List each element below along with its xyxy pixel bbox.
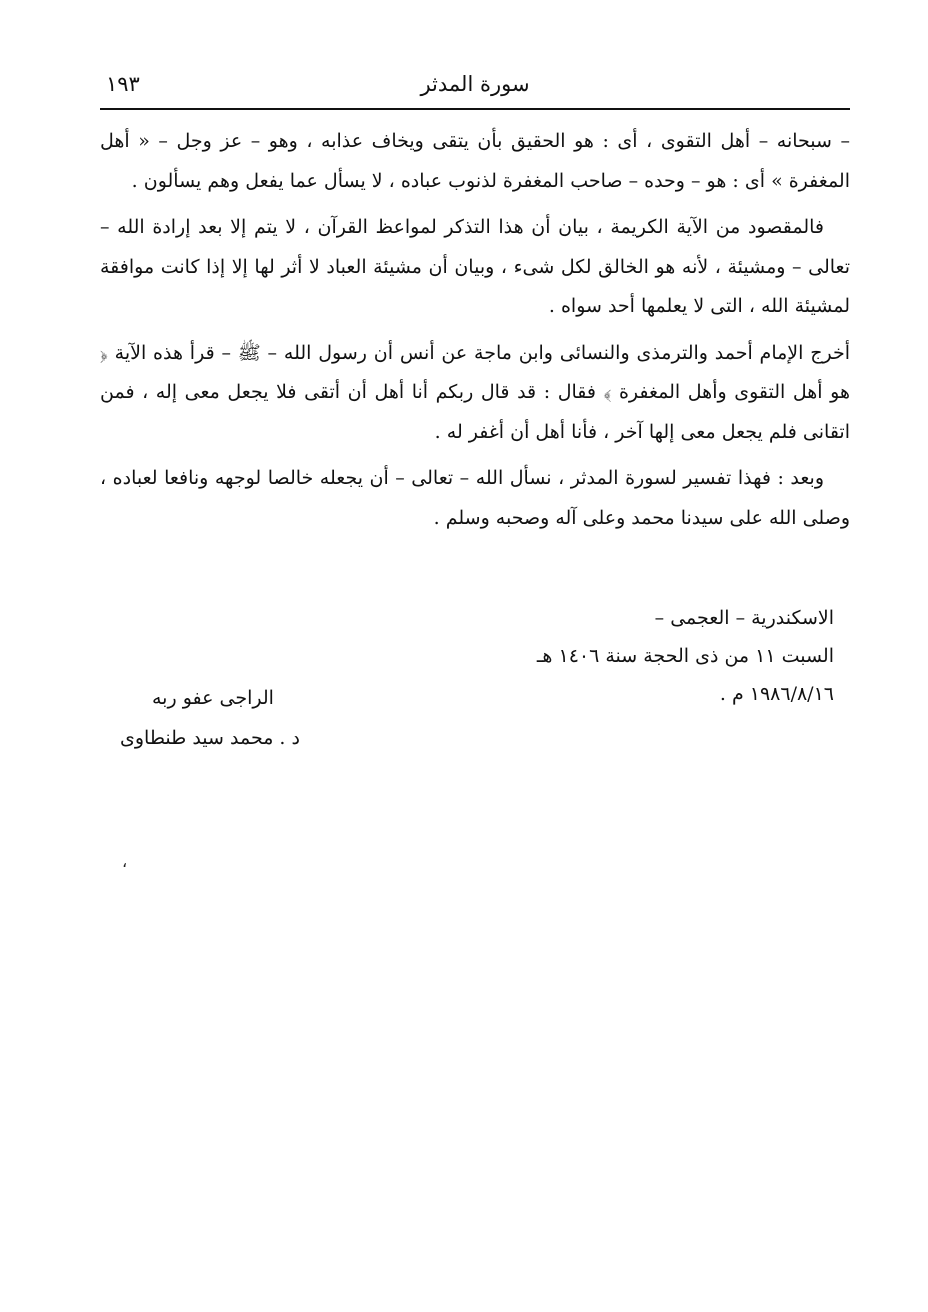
paragraph-3: أخرج الإمام أحمد والترمذى والنسائى وابن ماجة عن أنس أن رسول الله – ﷺ – قرأ هذه الآية ﴿ هو أهل التقوى وأهل المغفرة ﴾ فقال : قد قال ربكم أنا أهل أن أتقى فلا يجعل معى إله ، فمن اتقانى فلم يجعل معى إلها آخر ، فأنا أهل أن أغفر له . [100,341,850,443]
gregorian-date: ١٩٨٦/٨/١٦ م . [719,683,834,705]
running-title: سورة المدثر [420,72,530,96]
signature-name: د . محمد سيد طنطاوى [120,727,300,749]
stray-mark: ، [122,852,128,871]
colophon [100,600,850,760]
signature-label: الراجى عفو ربه [152,687,274,709]
body-text [100,122,850,545]
page-header [100,68,850,104]
page-number: ١٩٣ [106,72,140,96]
hijri-date: السبت ١١ من ذى الحجة سنة ١٤٠٦ هـ [536,645,834,667]
paragraph-4: وبعد : فهذا تفسير لسورة المدثر ، نسأل الله – تعالى – أن يجعله خالصا لوجهه ونافعا لعباده ، وصلى الله على سيدنا محمد وعلى آله وصحبه وسلم . [100,467,850,529]
place-line: الاسكندرية – العجمى – [654,607,834,629]
paragraph-2: فالمقصود من الآية الكريمة ، بيان أن هذا التذكر لمواعظ القرآن ، لا يتم إلا بعد إرادة الله – تعالى – ومشيئة ، لأنه هو الخالق لكل شىء ، وبيان أن مشيئة العباد لا أثر لها إلا إذا كانت موافقة لمشيئة الله ، التى لا يعلمها أحد سواه . [100,216,850,317]
header-rule [100,108,850,110]
paragraph-1: – سبحانه – أهل التقوى ، أى : هو الحقيق بأن يتقى ويخاف عذابه ، وهو – عز وجل – « أهل المغفرة » أى : هو – وحده – صاحب المغفرة لذنوب عباده ، لا يسأل عما يفعل وهم يسألون . [100,130,850,192]
